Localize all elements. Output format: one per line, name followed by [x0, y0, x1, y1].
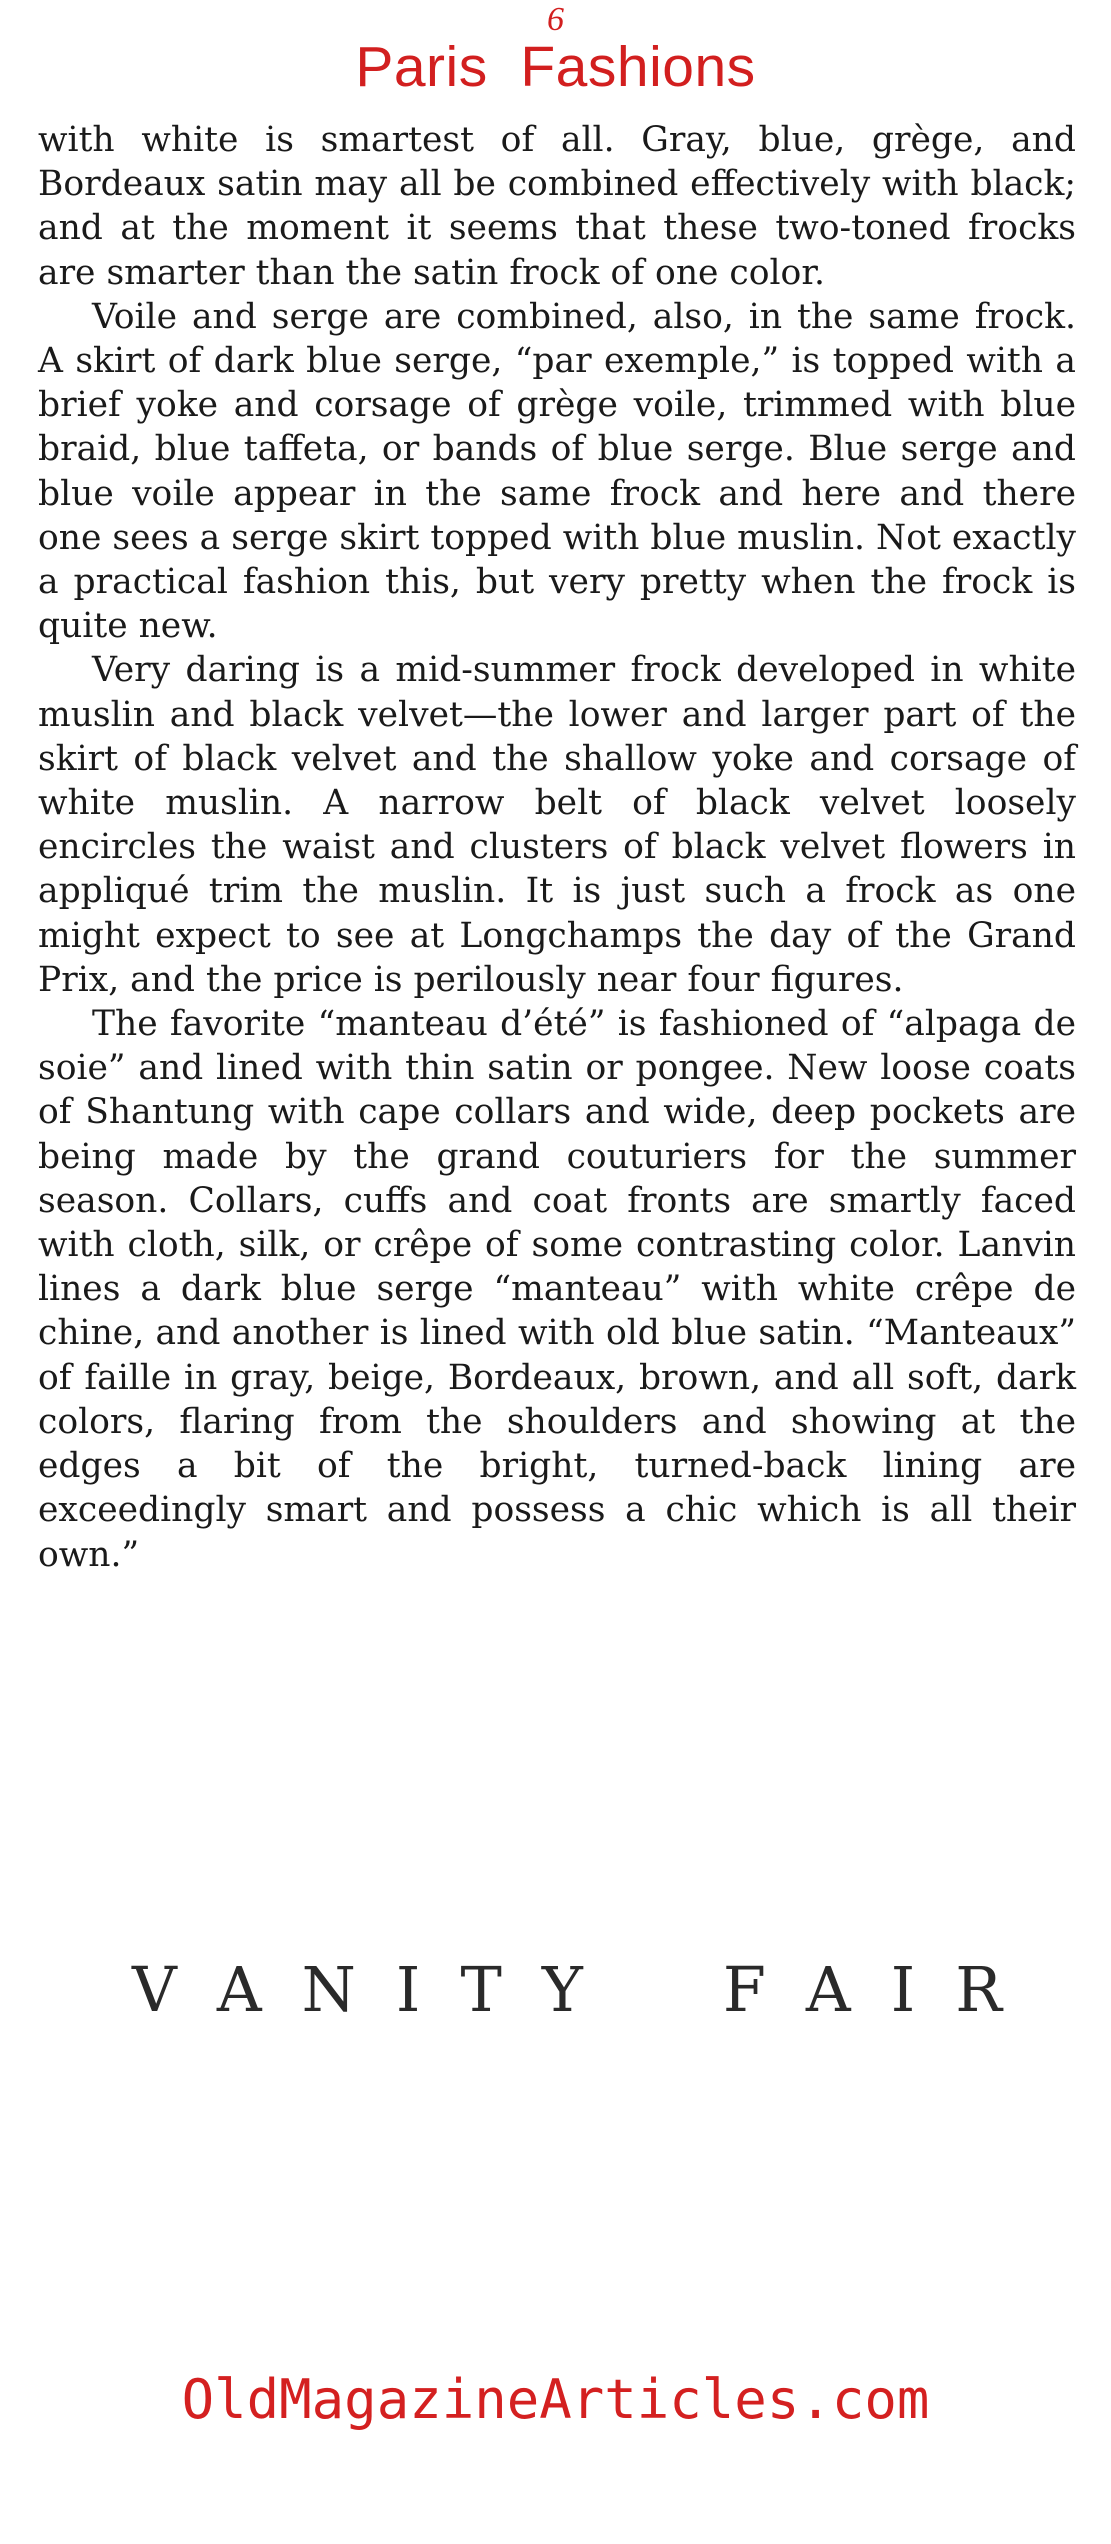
page-number: 6 — [547, 1, 564, 38]
masthead-letter: I — [890, 1953, 916, 2026]
masthead-letter: I — [395, 1953, 421, 2026]
magazine-masthead — [132, 1950, 1002, 2030]
masthead-letter: A — [805, 1953, 851, 2026]
masthead-word-gap — [623, 1950, 683, 2030]
source-watermark: OldMagazineArticles.com — [181, 2368, 930, 2431]
masthead-letter: V — [132, 1953, 177, 2026]
article-paragraph: with white is smartest of all. Gray, blue, grège, and Bordeaux satin may all be combined effectively with black; and at the moment it seems that these two-toned frocks are smarter than the satin frock of one color. — [38, 120, 1076, 293]
masthead-letter: T — [460, 1953, 502, 2026]
article-paragraph: The favorite “manteau d’été” is fashioned of “alpaga de soie” and lined with thin satin or pongee. New loose coats of Shantung with cape collars and wide, deep pockets are being made by the grand couturiers for the summer season. Collars, cuffs and coat fronts are smartly faced with cloth, silk, or crêpe of some contrasting color. Lanvin lines a dark blue serge “manteau” with white crêpe de chine, and another is lined with old blue satin. “Manteaux” of faille in gray, beige, Bordeaux, brown, and all soft, dark colors, flaring from the shoulders and showing at the edges a bit of the bright, turned-back lining are exceedingly smart and possess a chic which is all their own.” — [38, 1004, 1076, 1575]
article-body — [38, 118, 1076, 1577]
masthead-letter: R — [955, 1953, 1002, 2026]
masthead-letter: Y — [541, 1953, 583, 2026]
article-paragraph: Voile and serge are combined, also, in the same frock. A skirt of dark blue serge, “par exemple,” is topped with a brief yoke and corsage of grège voile, trimmed with blue braid, blue taffeta, or bands of blue serge. Blue serge and blue voile appear in the same frock and here and there one sees a serge skirt topped with blue muslin. Not exactly a practical fashion this, but very pretty when the frock is quite new. — [38, 296, 1076, 647]
masthead-letter: F — [722, 1953, 766, 2026]
masthead-letter: N — [301, 1953, 356, 2026]
masthead-letter: A — [216, 1953, 262, 2026]
article-paragraph: Very daring is a mid-summer frock developed in white muslin and black velvet—the lower and larger part of the skirt of black velvet and the shallow yoke and corsage of white muslin. A narrow belt of black velvet loosely encircles the waist and clusters of black velvet flowers in appliqué trim the muslin. It is just such a frock as one might expect to see at Longchamps the day of the Grand Prix, and the price is perilously near four figures. — [38, 650, 1076, 1000]
page-title: Paris Fashions — [355, 35, 756, 99]
